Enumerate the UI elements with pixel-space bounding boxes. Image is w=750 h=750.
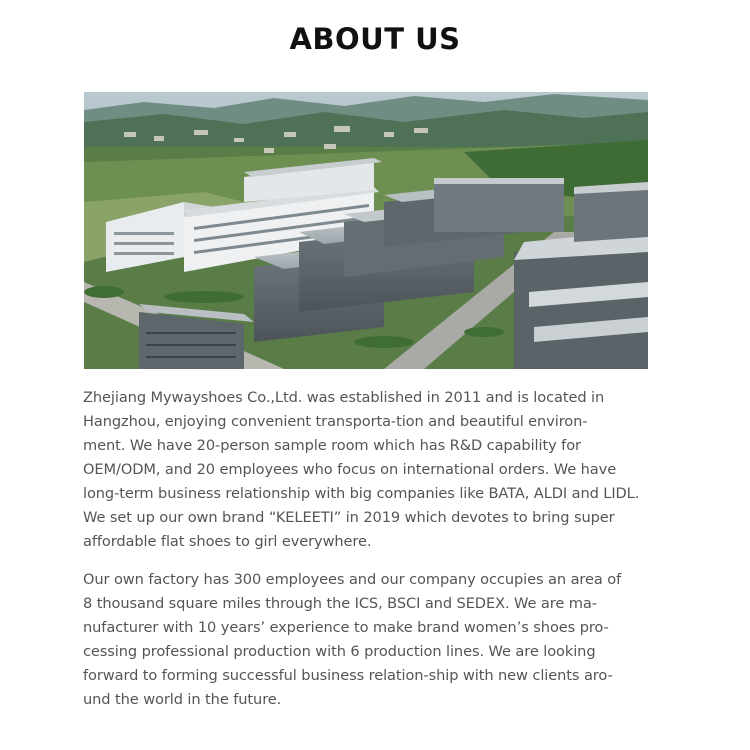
paragraph-line: OEM/ODM, and 20 employees who focus on international orders. We have <box>83 461 617 478</box>
paragraph-line: ment. We have 20-person sample room which has R&D capability for <box>83 437 581 454</box>
paragraph-line: Our own factory has 300 employees and our company occupies an area of <box>83 571 622 588</box>
paragraph-line: Zhejiang Mywayshoes Co.,Ltd. was established in 2011 and is located in <box>83 389 605 406</box>
page-title: ABOUT US <box>289 22 461 56</box>
paragraph-line: long-term business relationship with big companies like BATA, ALDI and LIDL. <box>83 485 640 502</box>
paragraph-line: cessing professional production with 6 production lines. We are looking <box>83 643 596 660</box>
paragraph-line: affordable flat shoes to girl everywhere. <box>83 533 372 550</box>
paragraph-line: Hangzhou, enjoying convenient transporta-tion and beautiful environ- <box>83 413 588 430</box>
intro-paragraph <box>83 386 693 554</box>
paragraph-line: We set up our own brand “KELEETI” in 2019 which devotes to bring super <box>83 509 615 526</box>
paragraph-line: nufacturer with 10 years’ experience to make brand women’s shoes pro- <box>83 619 609 636</box>
factory-paragraph <box>83 568 693 712</box>
factory-aerial-photo <box>84 92 648 369</box>
paragraph-line: 8 thousand square miles through the ICS, BSCI and SEDEX. We are ma- <box>83 595 597 612</box>
paragraph-line: und the world in the future. <box>83 691 282 708</box>
paragraph-line: forward to forming successful business relation-ship with new clients aro- <box>83 667 613 684</box>
